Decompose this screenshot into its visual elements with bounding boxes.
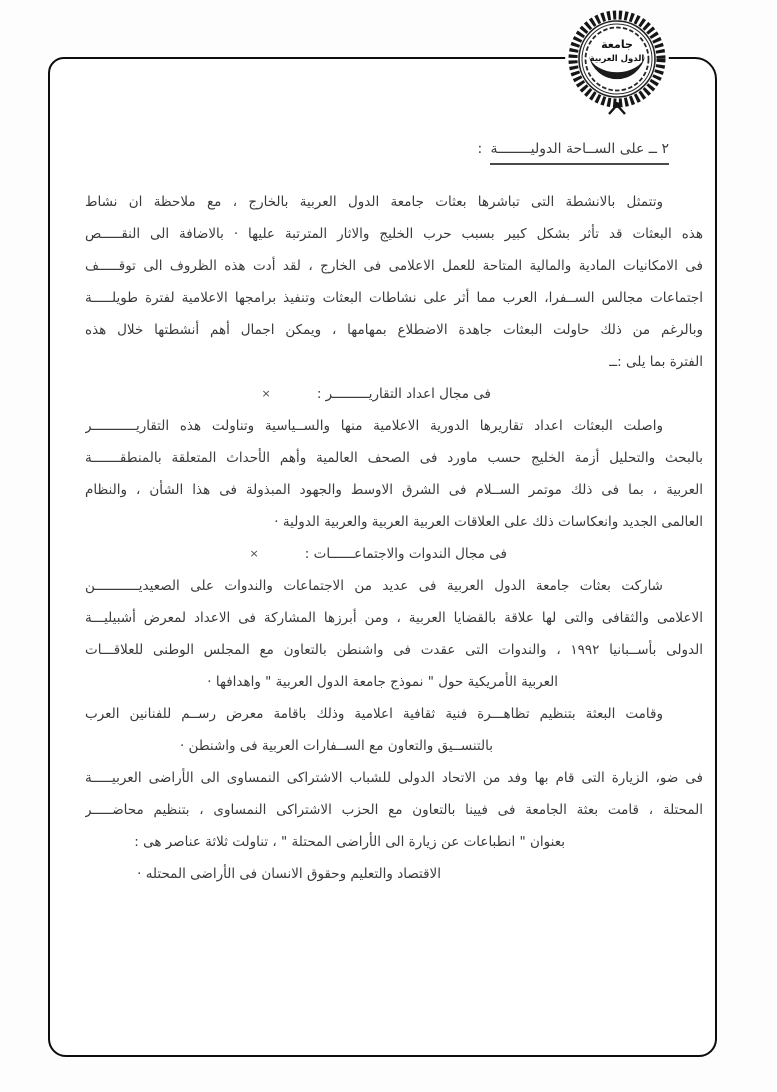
bullet-line [85,378,703,410]
text-line: بالبحث والتحليل أزمة الخليج حسب ماورد فى الصحف العالمية وأهم الأحداث المتعلقة بالمنطقـــــــة [85,450,703,466]
text-line: بالتنســيق والتعاون مع الســفارات العربية فى واشنطن · [179,738,493,754]
text-line: الاقتصاد والتعليم وحقوق الانسان فى الأراضى المحتله · [137,866,441,882]
text-line: الاعلامى والثقافى والتى لها علاقة بالقضايا العربية ، ومن أبرزها المشاركة فى الاعداد لمعرض أشبيليـــة [85,610,703,626]
text-line: فى ضو، الزيارة التى قام بها وفد من الاتحاد الدولى للشباب الاشتراكى النمساوى الى الأراضى العربيـــــة [85,770,703,786]
section-heading-text: ٢ ــ على الســاحة الدوليــــــــة [490,141,669,165]
bullet-line [85,538,703,570]
text-line: الفترة بما يلى :ــ [609,354,703,370]
text-line: اجتماعات مجالس الســفرا، العرب مما أثر على نشاطات البعثات وتنفيذ برامجها الاعلامية لفترة طويلـــــة [85,290,703,306]
text-line: بعنوان " انطباعات عن زيارة الى الأراضى المحتلة " ، تناولت ثلاثة عناصر هى : [134,834,565,850]
text-line: شاركت بعثات جامعة الدول العربية فى عديد من الاجتماعات والندوات على الصعيديـــــــــــن [85,578,663,594]
emblem-text-bottom: الدول العربية [589,54,645,64]
bullet-marker: × [249,547,259,560]
text-line: المحتلة ، قامت بعثة الجامعة فى فيينا بالتعاون مع الحزب الاشتراكى النمساوى ، بتنظيم محاضـــــر [85,802,703,818]
bullet-text: فى مجال الندوات والاجتماعــــــات : [304,546,507,562]
arab-league-emblem-icon [564,4,670,118]
text-line: العربية الأمريكية حول " نموذج جامعة الدول العربية " واهدافها · [207,674,558,690]
text-line: فى الامكانيات المادية والمالية المتاحة للعمل الاعلامى فى الخارج ، لقد أدت هذه الظروف الى توقـــــف [85,258,703,274]
bullet-text: فى مجال اعداد التقاريـــــــــر : [316,386,491,402]
text-line: وبالرغم من ذلك حاولت البعثات جاهدة الاضطلاع بمهامها ، ويمكن اجمال أهم أنشطتها خلال هذه [85,322,703,338]
text-line: العالمى الجديد وانعكاسات ذلك على العلاقات العربية العربية والعربية الدولية · [274,514,703,530]
text-line: هذه البعثات قد تأثر بشكل كبير بسبب حرب الخليج والاثار المترتبة عليها · بالاضافة الى النقـــــص [85,226,703,242]
section-heading [478,141,669,165]
text-line: وتتمثل بالانشطة التى تباشرها بعثات جامعة الدول العربية بالخارج ، مع ملاحظة ان نشاط [85,194,663,210]
text-line: العربية ، بما فى ذلك موتمر الســلام فى الشرق الاوسط والجهود المبذولة فى هذا الشأن ، والنظام [85,482,703,498]
bullet-marker: × [261,387,271,400]
text-line: وقامت البعثة بتنظيم تظاهـــرة فنية ثقافية اعلامية وذلك باقامة معرض رســم للفنانين العرب [85,706,663,722]
text-line: واصلت البعثات اعداد تقاريرها الدورية الاعلامية منها والســياسية وتناولت هذه التقاريـــــــــــر [85,418,663,434]
document-body [85,186,703,890]
section-heading-colon: : [477,141,483,157]
text-line: الدولى بأســبانيا ١٩٩٢ ، والندوات التى عقدت فى واشنطن بالتعاون مع المجلس الوطنى للعلاقـــات [85,642,703,658]
emblem-text-top: جامعة [601,38,633,51]
